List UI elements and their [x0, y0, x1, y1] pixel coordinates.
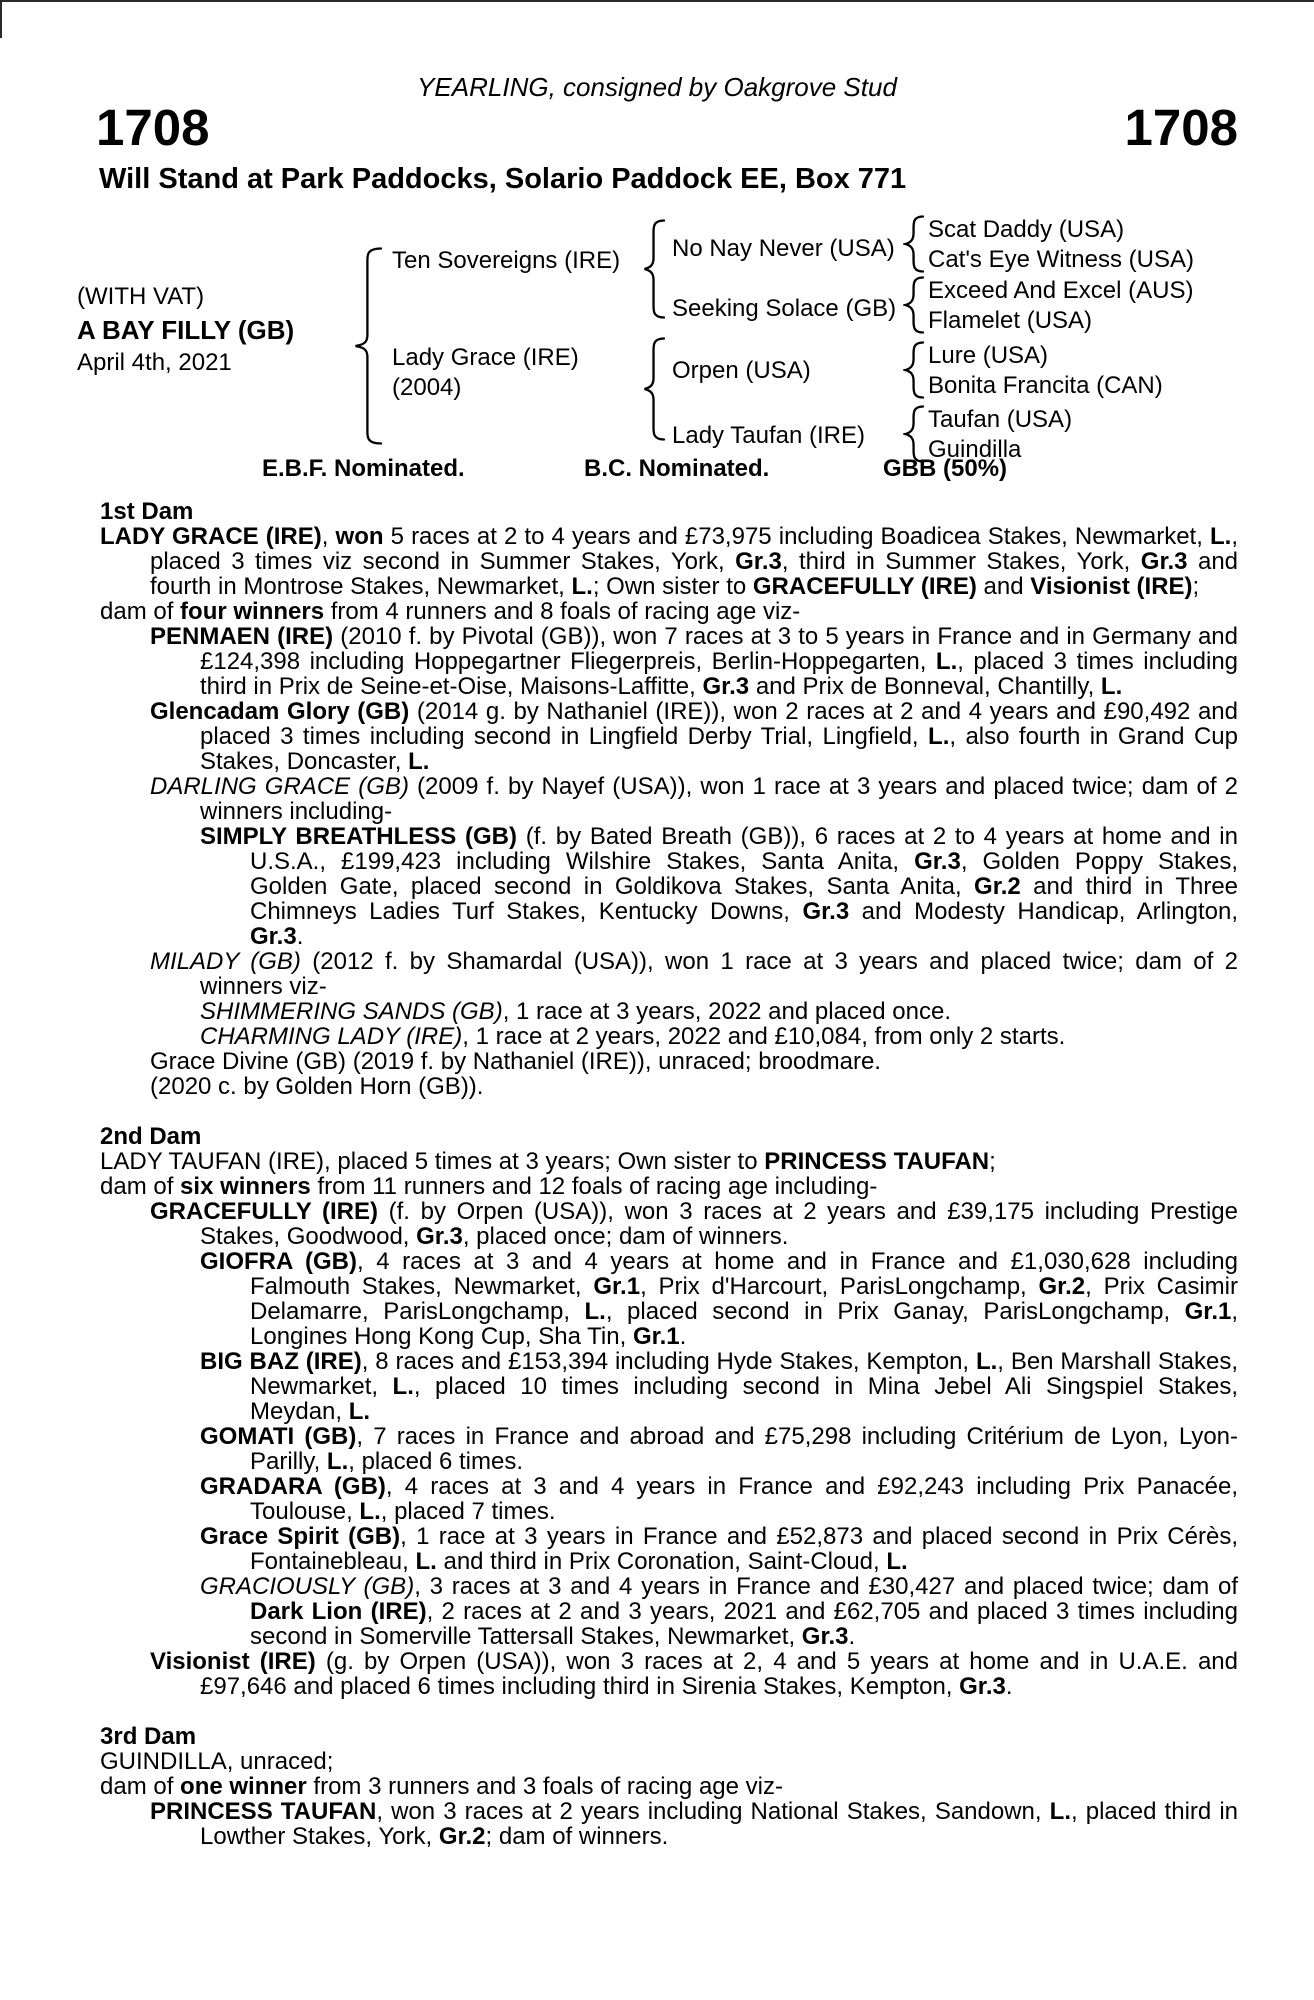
pedigree-paragraph	[100, 1349, 1238, 1424]
stand-location-line: Will Stand at Park Paddocks, Solario Paddock EE, Box 771	[99, 163, 907, 195]
pedigree-paragraph	[100, 1749, 1238, 1774]
text-run: and third in Prix Coronation, Saint-Cloud,	[436, 1548, 887, 1575]
text-run: L.	[392, 1373, 414, 1400]
text-run: , placed 10 times including second in Mina Jebel Ali Singspiel Stakes, Meydan,	[250, 1373, 1238, 1425]
brace-glyph	[353, 247, 383, 445]
ebf-nomination: E.B.F. Nominated.	[262, 455, 465, 482]
text-run: , placed 3 times viz second in Summer Stakes, York,	[150, 523, 1238, 575]
text-run: , 8 races and £153,394 including Hyde Stakes, Kempton,	[361, 1348, 976, 1375]
text-run: 5 races at 2 to 4 years and £73,975 including Boadicea Stakes, Newmarket,	[383, 523, 1210, 550]
brace-glyph	[642, 219, 666, 319]
text-run: , Prix d'Harcourt, ParisLongchamp,	[640, 1273, 1039, 1300]
text-run: (2014 g. by Nathaniel (IRE)), won 2 races at 2 and 4 years and £90,492 and placed 3 times including second in Lingfield Derby Trial, Lingfield,	[200, 698, 1239, 750]
sections	[100, 499, 1238, 1849]
text-run: Gr.3	[416, 1223, 463, 1250]
pedigree-paragraph	[100, 1649, 1238, 1699]
pedigree-paragraph	[100, 1149, 1238, 1174]
text-run: DARLING GRACE (GB)	[150, 773, 409, 800]
text-run: Glencadam Glory (GB)	[150, 698, 410, 725]
text-run: L.	[975, 1348, 998, 1375]
bc-nomination: B.C. Nominated.	[584, 455, 770, 482]
pedigree-paragraph	[100, 1249, 1238, 1349]
text-run: Gr.1	[632, 1323, 680, 1350]
text-run: and Prix de Bonneval, Chantilly,	[749, 673, 1101, 700]
pedigree-paragraph	[100, 949, 1238, 999]
pedigree-paragraph	[100, 1424, 1238, 1474]
text-run: from 11 runners and 12 foals of racing age including-	[310, 1173, 878, 1200]
text-run: , 1 race at 3 years, 2022 and placed once.	[502, 998, 951, 1025]
text-run: Grace Spirit (GB)	[200, 1523, 401, 1550]
text-run: .	[296, 923, 304, 950]
text-run: Gr.3	[802, 898, 850, 925]
pedigree-paragraph	[100, 1774, 1238, 1799]
pedigree-paragraph	[100, 1049, 1238, 1074]
text-run: and fourth in Montrose Stakes, Newmarket,	[150, 548, 1239, 600]
text-run: L.	[415, 1548, 437, 1575]
text-run: GRACIOUSLY (GB)	[200, 1573, 415, 1600]
text-run: , Ben Marshall Stakes, Newmarket,	[250, 1348, 1238, 1400]
text-run: (g. by Orpen (USA)), won 3 races at 2, 4 and 5 years at home and in U.A.E. and £97,646 and placed 6 times including third in Sirenia Stakes, Kempton,	[200, 1648, 1238, 1700]
text-run: (2020 c. by Golden Horn (GB)).	[150, 1073, 484, 1100]
text-run: GRACEFULLY (IRE)	[150, 1198, 378, 1225]
text-run: L.	[348, 1398, 371, 1425]
text-run: , third in Summer Stakes, York,	[781, 548, 1141, 575]
text-run: L.	[408, 748, 430, 775]
text-run: L.	[928, 723, 950, 750]
lot-number-left: 1708	[96, 99, 210, 156]
dam-section	[100, 1724, 1238, 1849]
consignment-note: YEARLING, consigned by Oakgrove Stud	[417, 72, 897, 102]
text-run: L.	[1210, 523, 1232, 550]
text-run: SHIMMERING SANDS (GB)	[200, 998, 503, 1025]
text-run: (2010 f. by Pivotal (GB)), won 7 races at 3 to 5 years in France and in Germany and £124,398 including Hoppegartner Fliegerpreis, Berlin-Hoppegarten,	[200, 623, 1238, 675]
pedigree-paragraph	[100, 699, 1238, 774]
sire-name: Ten Sovereigns (IRE)	[392, 247, 621, 274]
text-run: , Longines Hong Kong Cup, Sha Tin,	[250, 1298, 1239, 1350]
text-run: , placed second in Prix Ganay, ParisLongchamp,	[605, 1298, 1185, 1325]
pedigree-paragraph	[100, 1574, 1238, 1649]
text-run: and	[976, 573, 1031, 600]
pedigree-brace-gen2-2	[903, 276, 925, 341]
text-run: from 4 runners and 8 foals of racing age viz-	[324, 598, 801, 625]
text-run: MILADY (GB)	[150, 948, 301, 975]
dam-name: Lady Grace (IRE)	[392, 344, 579, 371]
text-run: , placed third in Lowther Stakes, York,	[200, 1798, 1239, 1850]
pedigree-paragraph	[100, 1024, 1238, 1049]
text-run: ,	[321, 523, 336, 550]
brace-glyph	[903, 341, 925, 399]
pedigree-paragraph	[100, 824, 1238, 949]
text-run: .	[848, 1623, 856, 1650]
text-run: (f. by Orpen (USA)), won 3 races at 2 years and £39,175 including Prestige Stakes, Goodwood,	[200, 1198, 1239, 1250]
gen3-name: Scat Daddy (USA)	[928, 216, 1125, 243]
text-run: , placed 7 times.	[380, 1498, 556, 1525]
text-run: L.	[326, 1448, 349, 1475]
dam-section	[100, 1124, 1238, 1699]
text-run: Dark Lion (IRE)	[250, 1598, 427, 1625]
section-heading: 1st Dam	[100, 498, 194, 525]
gen3-name: Flamelet (USA)	[928, 307, 1093, 334]
text-run: L.	[584, 1298, 606, 1325]
text-run: Gr.2	[974, 873, 1021, 900]
text-run: Gr.3	[250, 923, 297, 950]
pedigree-brace-main	[353, 247, 383, 452]
text-run: Gr.3	[914, 848, 961, 875]
pedigree-paragraph	[100, 599, 1238, 624]
text-run: LADY GRACE (IRE)	[100, 523, 322, 550]
text-run: from 3 runners and 3 foals of racing age viz-	[306, 1773, 783, 1800]
text-run: ; dam of winners.	[485, 1823, 669, 1850]
text-run: Gr.3	[801, 1623, 849, 1650]
text-run: PRINCESS TAUFAN	[764, 1148, 990, 1175]
sire-sire-name: No Nay Never (USA)	[672, 235, 895, 262]
text-run: L.	[359, 1498, 381, 1525]
text-run: L.	[1049, 1798, 1071, 1825]
brace-glyph	[903, 276, 925, 334]
text-run: CHARMING LADY (IRE)	[200, 1023, 463, 1050]
text-run: (2012 f. by Shamardal (USA)), won 1 race at 3 years and placed twice; dam of 2 winners viz-	[200, 948, 1238, 1000]
text-run: .	[1005, 1673, 1013, 1700]
text-run: and Modesty Handicap, Arlington,	[849, 898, 1238, 925]
page-header	[0, 0, 1314, 499]
text-run: BIG BAZ (IRE)	[200, 1348, 362, 1375]
text-run: GRADARA (GB)	[200, 1473, 386, 1500]
sire-dam-name: Seeking Solace (GB)	[672, 295, 897, 322]
gbb-scheme: GBB (50%)	[883, 455, 1008, 482]
text-run: Gr.3	[702, 673, 750, 700]
text-run: , placed 6 times.	[348, 1448, 523, 1475]
text-run: ;	[989, 1148, 996, 1175]
text-run: four winners	[180, 598, 325, 625]
text-run: (2009 f. by Nayef (USA)), won 1 race at 3 years and placed twice; dam of 2 winners including-	[200, 773, 1238, 825]
pedigree-brace-sire	[642, 219, 666, 326]
pedigree-paragraph	[100, 1799, 1238, 1849]
gen3-name: Guindilla	[928, 436, 1022, 463]
gen3-name: Taufan (USA)	[928, 406, 1073, 433]
text-run: ;	[1192, 573, 1200, 600]
text-run: Gr.2	[438, 1823, 486, 1850]
text-run: Gr.3	[959, 1673, 1006, 1700]
text-run: dam of	[100, 598, 181, 625]
gen3-name: Cat's Eye Witness (USA)	[928, 246, 1194, 273]
text-run: GUINDILLA, unraced;	[100, 1748, 334, 1775]
text-run: , 3 races at 3 and 4 years in France and £30,427 and placed twice; dam of	[414, 1573, 1238, 1600]
pedigree-brace-gen2-3	[903, 341, 925, 406]
text-run: PRINCESS TAUFAN	[150, 1798, 377, 1825]
text-run: SIMPLY BREATHLESS (GB)	[200, 823, 518, 850]
text-run: PENMAEN (IRE)	[150, 623, 334, 650]
pedigree-paragraph	[100, 624, 1238, 699]
dam-section	[100, 499, 1238, 1099]
text-run: , placed 3 times including third in Prix de Seine-et-Oise, Maisons-Laffitte,	[200, 648, 1239, 700]
text-run: , 1 race at 3 years in France and £52,873 and placed second in Prix Cérès, Fontainebleau,	[250, 1523, 1238, 1575]
text-run: Gr.3	[1140, 548, 1188, 575]
text-run: Visionist (IRE)	[150, 1648, 316, 1675]
dam-year: (2004)	[392, 374, 462, 401]
brace-glyph	[903, 215, 925, 273]
pedigree-paragraph	[100, 524, 1238, 599]
text-run: L.	[1100, 673, 1123, 700]
text-run: Gr.3	[735, 548, 782, 575]
text-run: , Golden Poppy Stakes, Golden Gate, placed second in Goldikova Stakes, Santa Anita,	[250, 848, 1239, 900]
pedigree-tree	[0, 205, 1314, 463]
text-run: , Prix Casimir Delamarre, ParisLongchamp,	[250, 1273, 1238, 1325]
text-run: LADY TAUFAN (IRE), placed 5 times at 3 years; Own sister to	[100, 1148, 765, 1175]
foal-date: April 4th, 2021	[77, 349, 232, 376]
dam-dam-name: Lady Taufan (IRE)	[672, 422, 865, 449]
text-run: dam of	[100, 1173, 181, 1200]
text-run: Grace Divine (GB) (2019 f. by Nathaniel (IRE)), unraced; broodmare.	[150, 1048, 881, 1075]
pedigree-paragraph	[100, 1074, 1238, 1099]
text-run: , 2 races at 2 and 3 years, 2021 and £62,705 and placed 3 times including second in Somerville Tattersall Stakes, Newmarket,	[250, 1598, 1238, 1650]
text-run: GIOFRA (GB)	[200, 1248, 357, 1275]
text-run: dam of	[100, 1773, 181, 1800]
text-run: Gr.1	[1184, 1298, 1232, 1325]
text-run: , won 3 races at 2 years including National Stakes, Sandown,	[376, 1798, 1050, 1825]
text-run: Gr.1	[593, 1273, 641, 1300]
text-run: ; Own sister to	[592, 573, 753, 600]
pedigree-paragraph	[100, 1199, 1238, 1249]
text-run: won	[335, 523, 384, 550]
gen3-name: Bonita Francita (CAN)	[928, 372, 1163, 399]
dam-name-block	[392, 343, 579, 403]
gen3-name: Lure (USA)	[928, 342, 1049, 369]
pedigree-brace-gen2-1	[903, 215, 925, 280]
text-run: .	[679, 1323, 687, 1350]
text-run: and third in Three Chimneys Ladies Turf Stakes, Kentucky Downs,	[250, 873, 1239, 925]
text-run: (f. by Bated Breath (GB)), 6 races at 2 to 4 years at home and in U.S.A., £199,423 including Wilshire Stakes, Santa Anita,	[250, 823, 1238, 875]
text-run: , 1 race at 2 years, 2022 and £10,084, from only 2 starts.	[462, 1023, 1066, 1050]
text-run: GOMATI (GB)	[200, 1423, 357, 1450]
pedigree-paragraph	[100, 1524, 1238, 1574]
text-run: , 4 races at 3 and 4 years in France and £92,243 including Prix Panacée, Toulouse,	[250, 1473, 1238, 1525]
pedigree-brace-dam	[642, 337, 666, 448]
text-run: , 4 races at 3 and 4 years at home and in France and £1,030,628 including Falmouth Stakes, Newmarket,	[250, 1248, 1239, 1300]
text-run: Visionist (IRE)	[1030, 573, 1193, 600]
brace-glyph	[642, 337, 666, 441]
section-heading: 3rd Dam	[100, 1723, 197, 1750]
subject-name: A BAY FILLY (GB)	[77, 315, 295, 345]
pedigree-paragraph	[100, 1474, 1238, 1524]
pedigree-paragraph	[100, 774, 1238, 824]
text-run: , also fourth in Grand Cup Stakes, Doncaster,	[200, 723, 1238, 775]
text-run: , placed once; dam of winners.	[462, 1223, 789, 1250]
pedigree-paragraph	[100, 999, 1238, 1024]
vat-note: (WITH VAT)	[77, 283, 205, 310]
text-run: L.	[935, 648, 958, 675]
lot-number-right: 1708	[1124, 99, 1238, 156]
section-heading: 2nd Dam	[100, 1123, 202, 1150]
dam-sire-name: Orpen (USA)	[672, 357, 811, 384]
text-run: GRACEFULLY (IRE)	[752, 573, 977, 600]
text-run: one winner	[180, 1773, 307, 1800]
text-run: L.	[886, 1548, 908, 1575]
text-run: Gr.2	[1038, 1273, 1086, 1300]
gen3-name: Exceed And Excel (AUS)	[928, 277, 1194, 304]
text-run: L.	[571, 573, 593, 600]
text-run: , 7 races in France and abroad and £75,298 including Critérium de Lyon, Lyon-Parilly,	[250, 1423, 1239, 1475]
pedigree-paragraph	[100, 1174, 1238, 1199]
text-run: six winners	[180, 1173, 311, 1200]
